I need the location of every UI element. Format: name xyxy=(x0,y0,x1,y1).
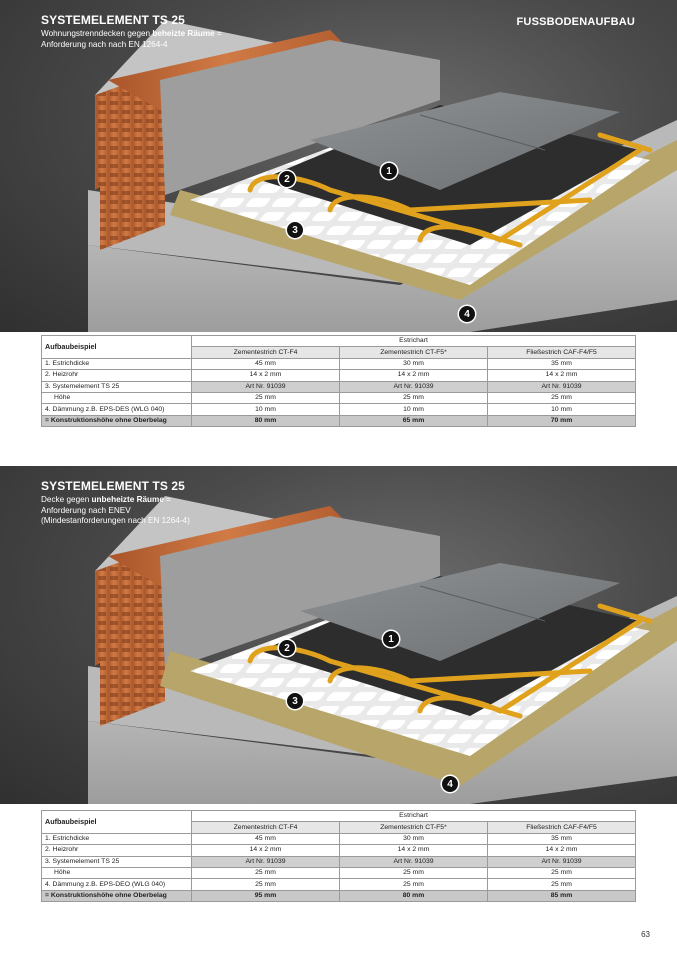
table-row-header: Aufbaubeispiel xyxy=(42,811,192,834)
section-subtitle-1: Wohnungstrenndecken gegen beheizte Räume = Anforderung nach nach EN 1264-4 xyxy=(41,29,222,49)
table-row: 2. Heizrohr 14 x 2 mm 14 x 2 mm 14 x 2 mm xyxy=(42,370,636,381)
column-header: Fließestrich CAF-F4/F5 xyxy=(488,822,636,833)
illustration-panel-1 xyxy=(0,0,677,332)
illustration-panel-2 xyxy=(0,466,677,804)
marker-3: 3 xyxy=(287,222,303,238)
table-row: 3. Systemelement TS 25 Art Nr. 91039 Art Nr. 91039 Art Nr. 91039 xyxy=(42,856,636,867)
marker-4: 4 xyxy=(442,776,458,792)
section-subtitle-2: Decke gegen unbeheizte Räume = Anforderung nach ENEV (Mindestanforderungen nach EN 1264-4) xyxy=(41,495,190,525)
column-header: Zementestrich CT-F4 xyxy=(192,347,340,358)
section-label: FUSSBODENAUFBAU xyxy=(516,16,635,28)
table-row: Höhe 25 mm 25 mm 25 mm xyxy=(42,392,636,403)
marker-3: 3 xyxy=(287,693,303,709)
marker-2: 2 xyxy=(279,171,295,187)
table-row: 1. Estrichdicke 45 mm 30 mm 35 mm xyxy=(42,358,636,369)
table-row-total: = Konstruktionshöhe ohne Oberbelag 80 mm 65 mm 70 mm xyxy=(42,415,636,426)
table-row: 4. Dämmung z.B. EPS-DES (WLG 040) 10 mm 10 mm 10 mm xyxy=(42,404,636,415)
spec-table-1 xyxy=(41,335,636,427)
column-header: Zementestrich CT-F4 xyxy=(192,822,340,833)
section-title-2: SYSTEMELEMENT TS 25 xyxy=(41,479,185,493)
marker-1: 1 xyxy=(383,631,399,647)
column-header: Zementestrich CT-F5* xyxy=(340,347,488,358)
table-row: 2. Heizrohr 14 x 2 mm 14 x 2 mm 14 x 2 mm xyxy=(42,845,636,856)
spec-table-2 xyxy=(41,810,636,902)
column-header: Fließestrich CAF-F4/F5 xyxy=(488,347,636,358)
table-row: Höhe 25 mm 25 mm 25 mm xyxy=(42,867,636,878)
marker-4: 4 xyxy=(459,306,475,322)
table-row-header: Aufbaubeispiel xyxy=(42,336,192,359)
marker-2: 2 xyxy=(279,640,295,656)
table-row: 3. Systemelement TS 25 Art Nr. 91039 Art Nr. 91039 Art Nr. 91039 xyxy=(42,381,636,392)
section-title-1: SYSTEMELEMENT TS 25 xyxy=(41,13,185,27)
page-number: 63 xyxy=(641,930,650,939)
table-group-header: Estrichart xyxy=(192,336,636,347)
column-header: Zementestrich CT-F5* xyxy=(340,822,488,833)
marker-1: 1 xyxy=(381,163,397,179)
table-group-header: Estrichart xyxy=(192,811,636,822)
table-row-total: = Konstruktionshöhe ohne Oberbelag 95 mm 80 mm 85 mm xyxy=(42,890,636,901)
table-row: 4. Dämmung z.B. EPS-DEO (WLG 040) 25 mm 25 mm 25 mm xyxy=(42,879,636,890)
table-row: 1. Estrichdicke 45 mm 30 mm 35 mm xyxy=(42,833,636,844)
